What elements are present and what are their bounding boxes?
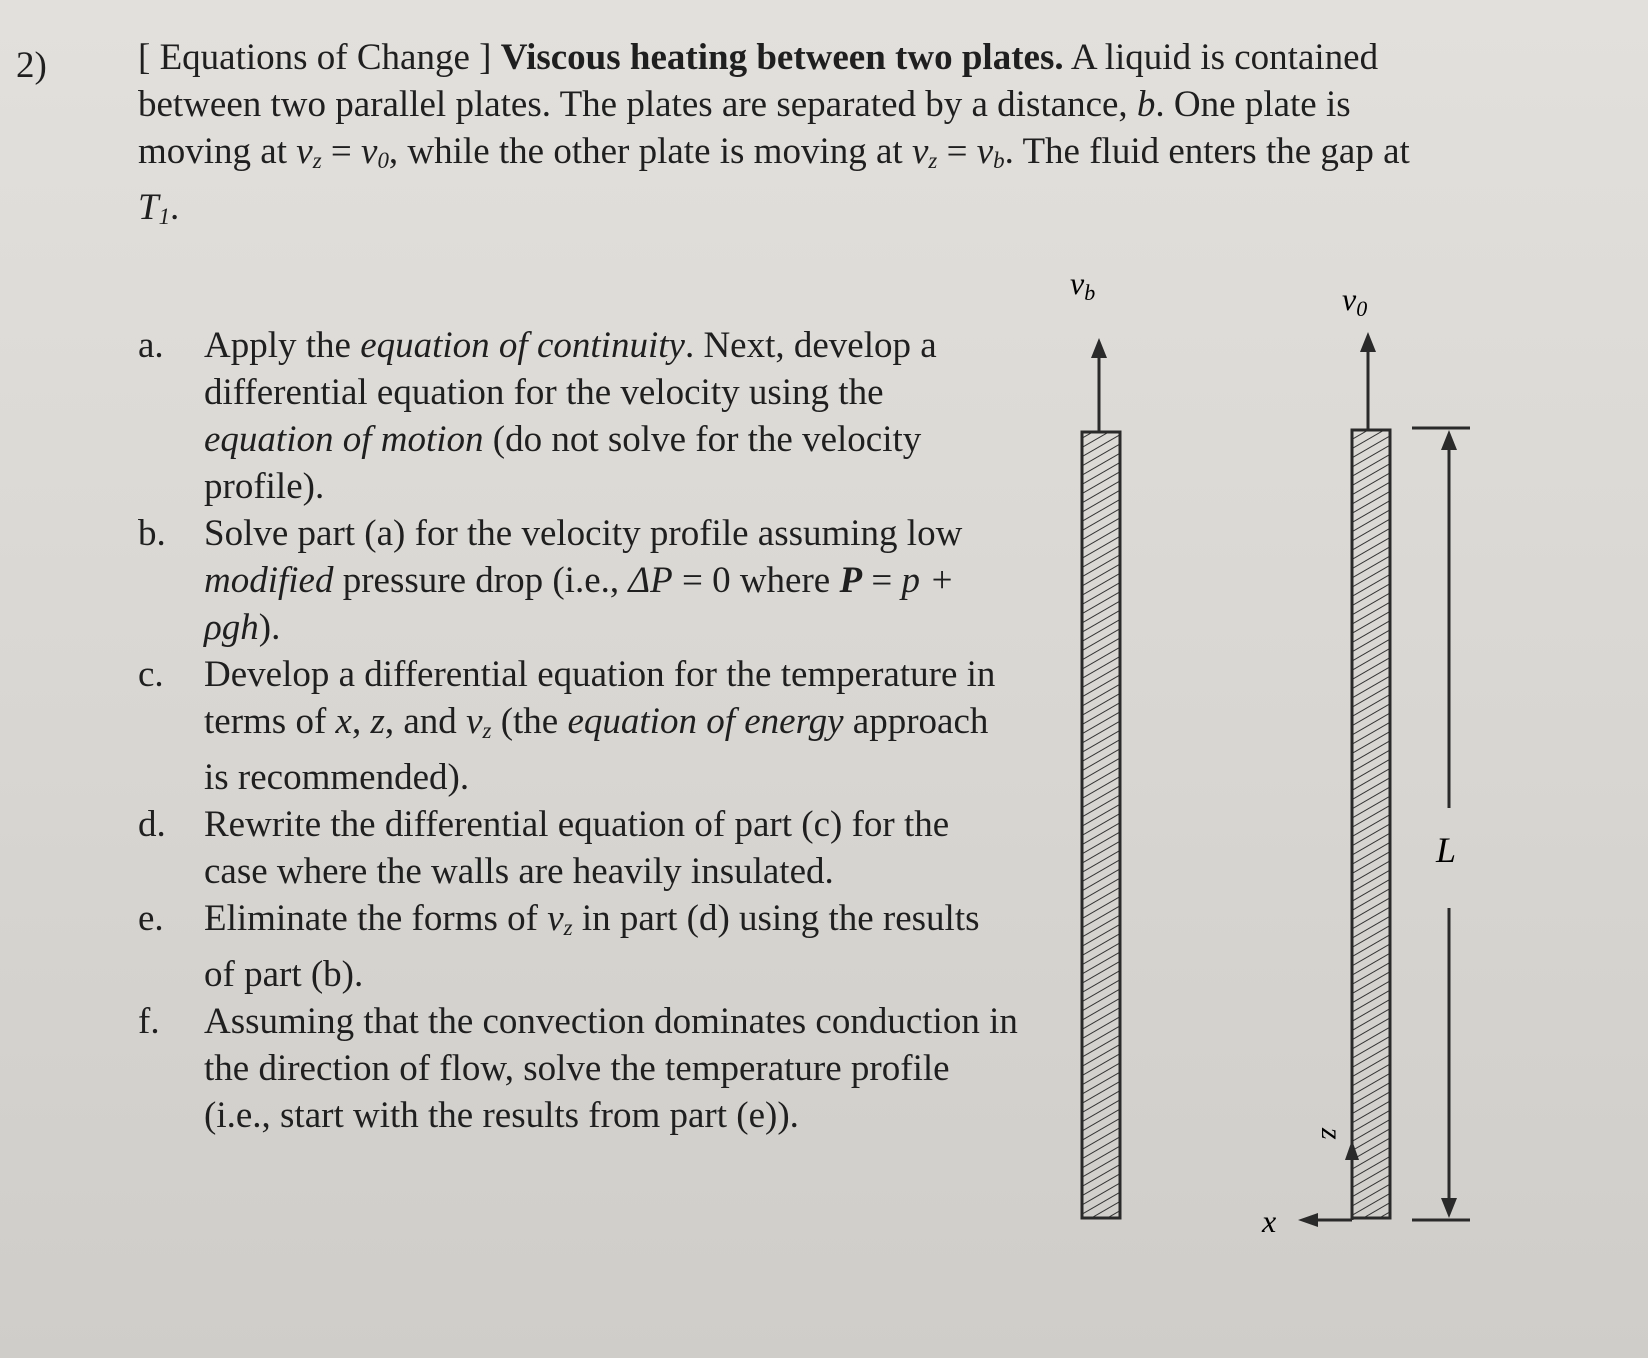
text: , and: [384, 701, 467, 742]
intro-text: . One plate is moving at: [138, 84, 1351, 172]
italic-term: modified: [204, 560, 334, 601]
subscript: 1: [158, 204, 171, 230]
text: ).: [258, 607, 281, 648]
subscript: z: [928, 148, 938, 174]
length-top-arrowhead: [1441, 430, 1457, 450]
part-letter: b.: [138, 513, 166, 554]
var-b: b: [1136, 84, 1156, 125]
equals: =: [937, 131, 977, 172]
var-vz: v: [466, 701, 483, 742]
text: Solve part (a) for the velocity profile assuming low: [204, 513, 963, 554]
problem-tag: [ Equations of Change ]: [138, 37, 492, 78]
text: approach is recommended).: [204, 701, 989, 799]
subscript: z: [312, 148, 322, 174]
part-letter: f.: [138, 1001, 160, 1043]
z-axis-label: z: [1315, 1128, 1348, 1140]
var-vz: v: [547, 898, 564, 940]
subscript: 0: [377, 148, 389, 174]
problem-number: 2): [16, 45, 47, 86]
italic-term: equation of energy: [567, 701, 844, 742]
text: Apply the: [204, 325, 361, 366]
text: in part (d) using the results of part (b).: [204, 898, 980, 996]
x-axis-label: x: [1262, 1203, 1277, 1239]
text: = 0 where: [672, 560, 840, 601]
italic-term: equation of continuity: [360, 325, 685, 366]
var-z: z: [370, 701, 385, 742]
part-letter: d.: [138, 804, 166, 846]
x-axis-arrowhead: [1298, 1213, 1318, 1227]
right-plate: [1352, 430, 1390, 1218]
text: Eliminate the forms of: [204, 898, 548, 940]
part-text: Rewrite the differential equation of part (c) for the case where the walls are heavily insulated.: [204, 804, 950, 893]
text: (do not solve for the velocity profile).: [204, 419, 922, 507]
italic-term: equation of motion: [204, 419, 484, 460]
var-v0: v: [361, 131, 378, 172]
part-letter: a.: [138, 325, 164, 366]
var-vb: v: [976, 131, 994, 172]
equation: p + ρgh: [204, 560, 955, 648]
text: =: [862, 560, 902, 601]
var-delta-p: ΔP: [628, 560, 673, 601]
part-letter: e.: [138, 898, 164, 940]
text: pressure drop (i.e.,: [333, 560, 629, 601]
right-plate-velocity-label: v0: [1342, 281, 1368, 321]
text: ,: [351, 701, 371, 742]
left-velocity-arrowhead: [1091, 338, 1107, 358]
var-vz: v: [296, 131, 313, 172]
length-label: L: [1436, 830, 1457, 870]
text: (the: [491, 701, 568, 742]
var-x: x: [335, 701, 352, 742]
length-bottom-arrowhead: [1441, 1198, 1457, 1218]
subscript: z: [563, 915, 573, 941]
var-P: P: [839, 560, 863, 601]
problem-title: Viscous heating between two plates.: [500, 37, 1064, 78]
subscript: b: [993, 148, 1005, 174]
intro-text: A liquid is contained between two parallel plates. The plates are separated by a distance,: [138, 37, 1379, 125]
part-letter: c.: [138, 654, 164, 695]
right-velocity-arrowhead: [1360, 332, 1376, 352]
text: . Next, develop a differential equation for the velocity using the: [204, 325, 937, 413]
subscript: z: [482, 718, 492, 744]
left-plate: [1082, 432, 1120, 1218]
equals: =: [321, 131, 362, 172]
text: Develop a differential equation for the temperature in terms of: [204, 654, 996, 742]
var-T1: T: [138, 187, 159, 229]
intro-text: , while the other plate is moving at: [388, 131, 912, 172]
left-plate-velocity-label: vb: [1070, 265, 1096, 305]
part-text: Assuming that the convection dominates conduction in the direction of flow, solve the temperature profile (i.e., start with the results from part (e)).: [204, 1001, 1018, 1137]
var-vz: v: [911, 131, 929, 172]
intro-text: .: [170, 187, 180, 229]
intro-text: . The fluid enters the gap at: [1004, 131, 1410, 172]
